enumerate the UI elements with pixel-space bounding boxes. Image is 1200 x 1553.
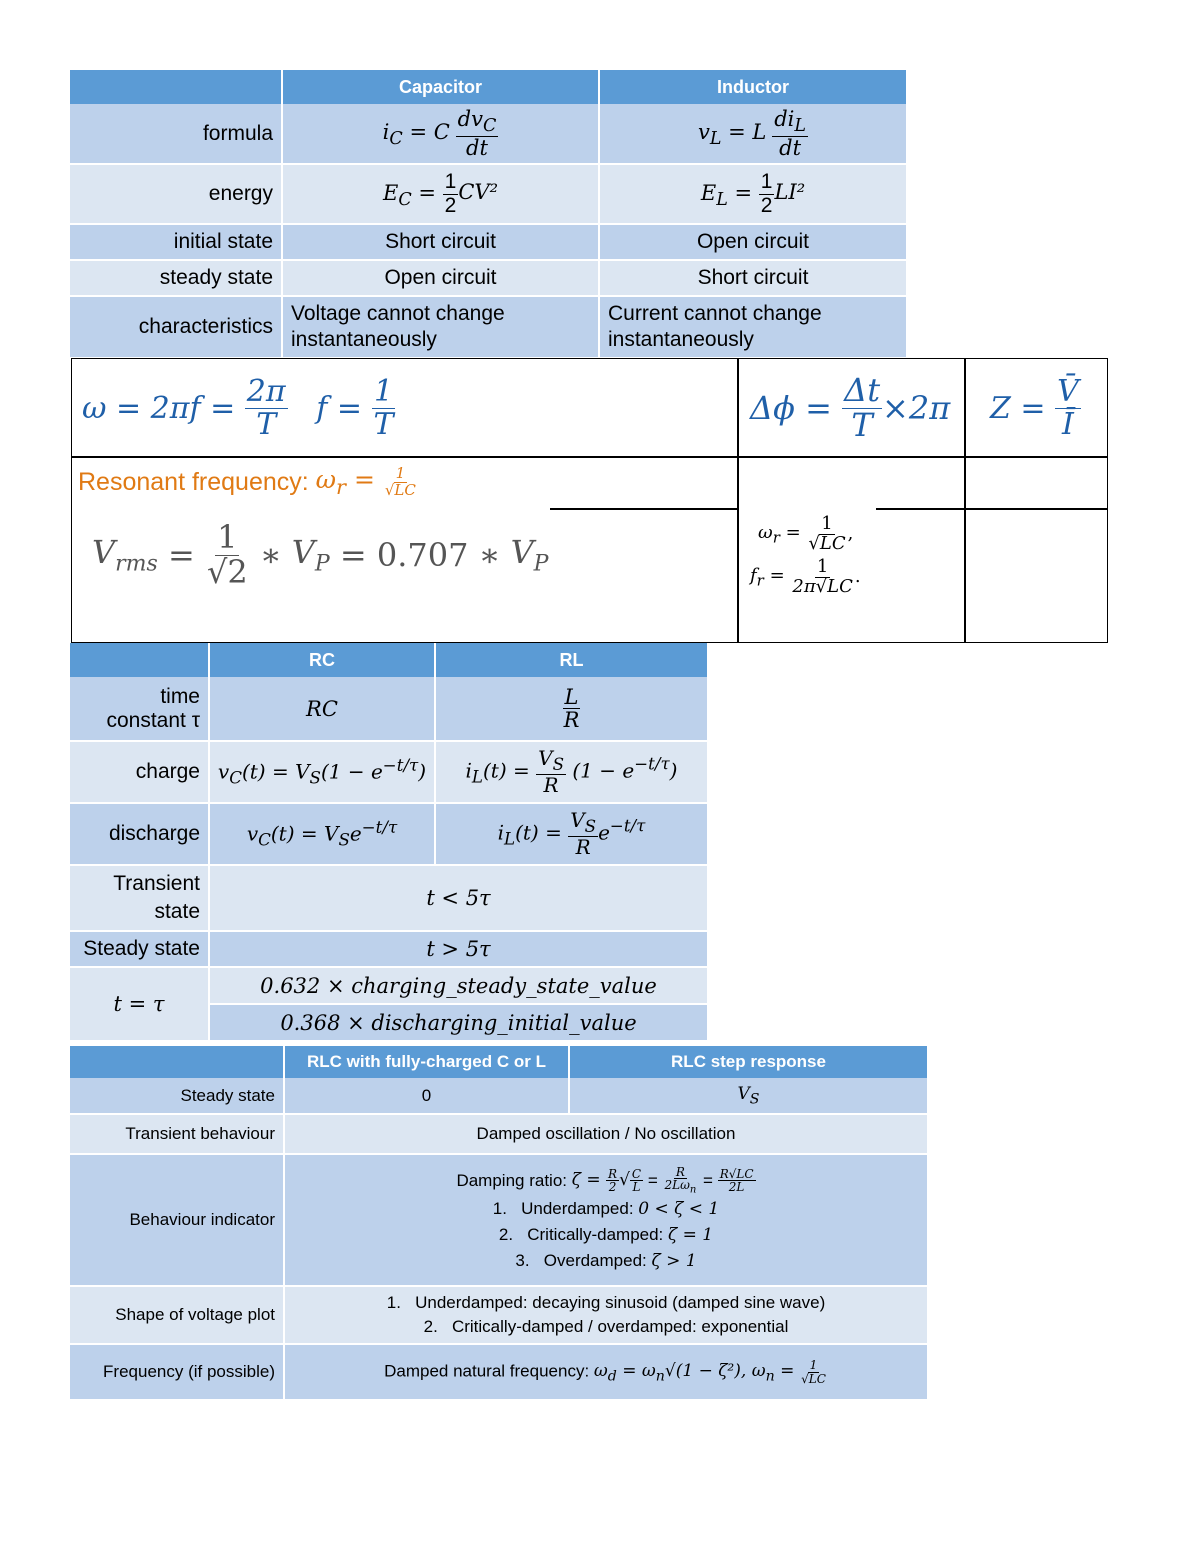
frequency-value: Damped natural frequency: $\omega_d = \omega_n√(1 - \zeta^2)$, $\omega_n$ = $\frac{1}{√LC}$ — [284, 1344, 928, 1400]
header-inductor: Inductor — [599, 70, 907, 104]
rl-charge: $i_L(t)$ = $\frac{V_S}{R}$ $(1 - e^{-t/\tau})$ — [435, 741, 708, 803]
shape-item-1: 1. Underdamped: decaying sinusoid (damped sine wave) — [386, 1293, 826, 1312]
rlc-step-steady: $V_S$ — [569, 1078, 928, 1114]
inductor-characteristics: Current cannot change instantaneously — [599, 296, 907, 358]
rc-charge: $v_C(t) = V_S(1 - e^{-t/\tau})$ — [209, 741, 435, 803]
capacitor-formula: $i_C = C$ $\frac{dv_C}{dt}$ — [282, 104, 599, 164]
row-label-transient: Transient state — [70, 865, 209, 931]
inductor-initial: Open circuit — [599, 224, 907, 260]
row-label-charge: charge — [70, 741, 209, 803]
frequency-label: Damped natural frequency: — [384, 1361, 590, 1381]
shape-value — [284, 1286, 928, 1344]
shape-item-2: 2. Critically-damped / overdamped: exponential — [423, 1317, 789, 1336]
divider-horizontal-2b — [876, 508, 1108, 510]
rl-discharge: $i_L(t)$ = $\frac{V_S}{R}$ $e^{-t/\tau}$ — [435, 803, 708, 865]
header-rlc-step: RLC step response — [569, 1046, 928, 1078]
transient-value: t < 5τ — [209, 865, 708, 931]
header-rc: RC — [209, 643, 435, 677]
row-label-shape: Shape of voltage plot — [70, 1286, 284, 1344]
header-blank — [70, 70, 282, 104]
inductor-formula: $v_L = L$ $\frac{di_L}{dt}$ — [599, 104, 907, 164]
impedance-formula: Z = $\frac{V̄}{Ī}$ — [990, 374, 1079, 442]
inductor-steady: Short circuit — [599, 260, 907, 296]
angular-frequency-formula: ω = 2πf = $\frac{2\pi}{T}$ f = $\frac{1}{T}$ — [82, 374, 394, 442]
header-blank-2 — [70, 643, 209, 677]
damping-ratio: Damping ratio: ζ = $\frac{R}{2}$ √ $\frac{C}{L}$ = $\frac{R}{2L\omega_n}$ = $\frac{R√LC}{2L}$ — [456, 1164, 754, 1196]
rc-discharge: $v_C(t) = V_Se^{-t/\tau}$ — [209, 803, 435, 865]
steady-value: t > 5τ — [209, 931, 708, 967]
damping-ratio-label: Damping ratio: — [456, 1171, 568, 1191]
row-label-steady-state: Steady state — [70, 931, 209, 967]
rc-rl-table — [70, 643, 709, 1042]
capacitor-initial: Short circuit — [282, 224, 599, 260]
row-label-steady: steady state — [70, 260, 282, 296]
row-label-energy: energy — [70, 164, 282, 224]
underdamped-item: 1. Underdamped: 0 < ζ < 1 — [492, 1199, 720, 1220]
header-blank-3 — [70, 1046, 284, 1078]
rlc-transient-value: Damped oscillation / No oscillation — [284, 1114, 928, 1154]
capacitor-inductor-table — [70, 70, 908, 359]
resonant-frequency-label: Resonant frequency: — [78, 467, 309, 496]
capacitor-energy: $E_C$ = $\frac{1}{2}$ CV² — [282, 164, 599, 224]
divider-vertical-2 — [964, 358, 966, 643]
phase-shift-formula: Δϕ = $\frac{\Delta t}{T}$ ×2π — [750, 370, 951, 444]
row-label-behaviour-indicator: Behaviour indicator — [70, 1154, 284, 1286]
row-label-frequency: Frequency (if possible) — [70, 1344, 284, 1400]
resonant-frequency: Resonant frequency: $\omega_r$ = $\frac{1}{√LC}$ — [78, 463, 416, 499]
header-rl: RL — [435, 643, 708, 677]
row-label-t-tau: t = τ — [70, 967, 209, 1041]
critically-damped-item: 2. Critically-damped: ζ = 1 — [498, 1225, 714, 1246]
divider-horizontal-2a — [550, 508, 738, 510]
row-label-discharge: discharge — [70, 803, 209, 865]
divider-vertical-1 — [737, 358, 739, 643]
row-label-initial: initial state — [70, 224, 282, 260]
rlc-table — [70, 1046, 929, 1401]
discharging-value: 0.368 × discharging_initial_value — [209, 1004, 708, 1041]
header-rlc-charged: RLC with fully-charged C or L — [284, 1046, 569, 1078]
overdamped-item: 3. Overdamped: ζ > 1 — [515, 1251, 697, 1272]
capacitor-characteristics: Voltage cannot change instantaneously — [282, 296, 599, 358]
rl-time-constant: $\frac{L}{R}$ — [435, 677, 708, 741]
inductor-energy: $E_L$ = $\frac{1}{2}$ LI² — [599, 164, 907, 224]
rms-voltage-formula: $V_{rms}$ = $\frac{1}{√2}$ ∗ $V_P$ = 0.707 ∗ $V_P$ — [92, 517, 549, 591]
row-label-characteristics: characteristics — [70, 296, 282, 358]
capacitor-steady: Open circuit — [282, 260, 599, 296]
row-label-time-constant: time constant τ — [70, 677, 209, 741]
row-label-rlc-steady: Steady state — [70, 1078, 284, 1114]
rlc-charged-steady: 0 — [284, 1078, 569, 1114]
charging-value: 0.632 × charging_steady_state_value — [209, 967, 708, 1004]
row-label-formula: formula — [70, 104, 282, 164]
row-label-rlc-transient: Transient behaviour — [70, 1114, 284, 1154]
behaviour-indicator-value — [284, 1154, 928, 1286]
resonance-formulas: $\omega_r$ = $\frac{1}{√LC}$ , $f_r$ = $\frac{1}{2\pi√LC}$ . — [750, 513, 861, 597]
rc-time-constant: RC — [209, 677, 435, 741]
header-capacitor: Capacitor — [282, 70, 599, 104]
